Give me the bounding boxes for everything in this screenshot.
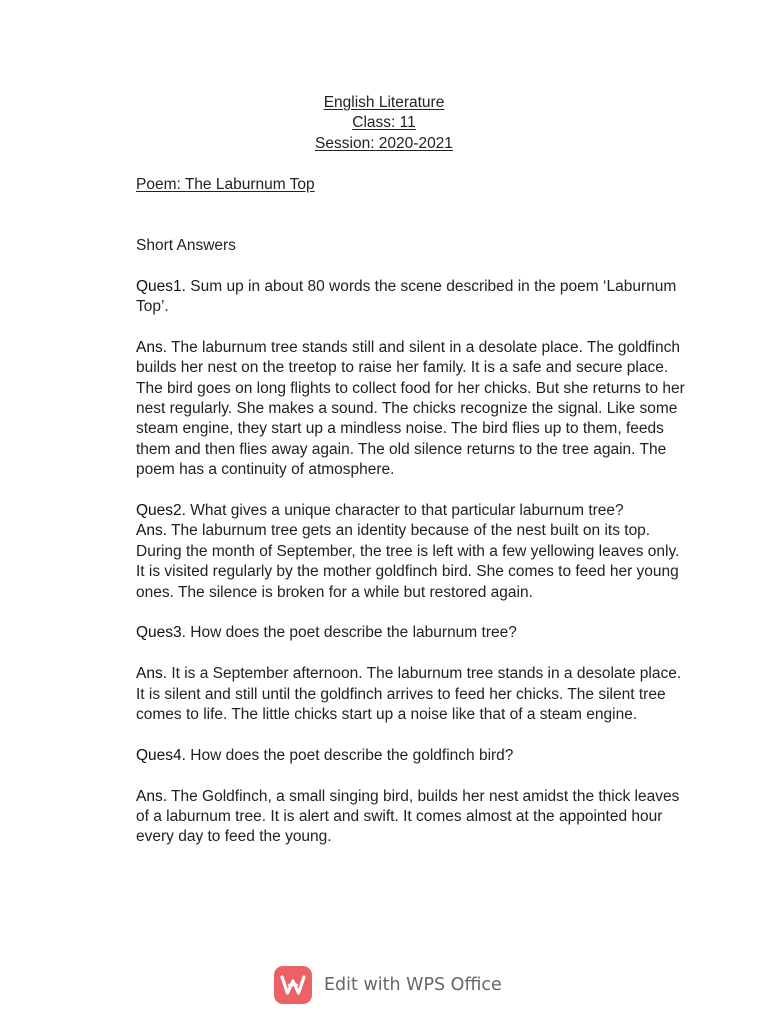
answer-2 [136,521,686,603]
question-4 [136,746,686,766]
wps-edit-banner[interactable] [274,965,502,1005]
question-text: How does the poet describe the goldfinch bird? [185,746,514,764]
answer-label: Ans. [136,522,168,540]
question-label: Ques4. [136,746,186,764]
wps-logo-icon [274,966,312,1004]
answer-4 [136,787,686,848]
section-title: Short Answers [136,236,236,254]
answer-text: The Goldfinch, a small singing bird, builds her nest amidst the thick leaves of a laburnum tree. It is alert and swift. It comes almost at the appointed hour every day to feed the young. [136,787,680,846]
question-text: What gives a unique character to that particular laburnum tree? [185,502,624,520]
poem-title: Poem: The Laburnum Top [136,175,315,193]
document-body [136,93,686,848]
question-text: How does the poet describe the laburnum tree? [185,624,517,642]
answer-label: Ans. [136,665,168,683]
question-label: Ques3. [136,624,186,642]
class-heading: Class: 11 [352,114,416,132]
question-text: Sum up in about 80 words the scene described in the poem ‘Laburnum Top’. [136,277,677,316]
question-label: Ques1. [136,277,186,295]
wps-edit-label[interactable]: Edit with WPS Office [324,975,502,995]
question-label: Ques2. [136,502,186,520]
question-1 [136,277,686,318]
answer-text: It is a September afternoon. The laburnum tree stands in a desolate place. It is silent and still until the goldfinch arrives to feed her chicks. The silent tree comes to life. The little chicks start up a noise like that of a steam engine. [136,665,682,724]
answer-label: Ans. [136,787,168,805]
answer-label: Ans. [136,338,168,356]
question-2 [136,501,686,521]
session-heading: Session: 2020-2021 [315,134,453,152]
answer-text: The laburnum tree stands still and silent in a desolate place. The goldfinch builds her nest on the treetop to raise her family. It is a safe and secure place. The bird goes on long flights to collect food for her chicks. But she returns to her nest regularly. She makes a sound. The chicks recognize the signal. Like some steam engine, they start up a mindless noise. The bird flies up to them, feeds them and then flies away again. The old silence returns to the tree again. The poem has a continuity of atmosphere. [136,338,685,479]
question-3 [136,623,686,643]
answer-text: The laburnum tree gets an identity because of the nest built on its top. During the month of September, the tree is left with a few yellowing leaves only. It is visited regularly by the mother goldfinch bird. She comes to feed her young ones. The silence is broken for a while but restored again. [136,522,680,601]
subject-heading: English Literature [323,94,445,111]
answer-3 [136,664,686,725]
document-header [136,93,632,154]
answer-1 [136,338,686,481]
